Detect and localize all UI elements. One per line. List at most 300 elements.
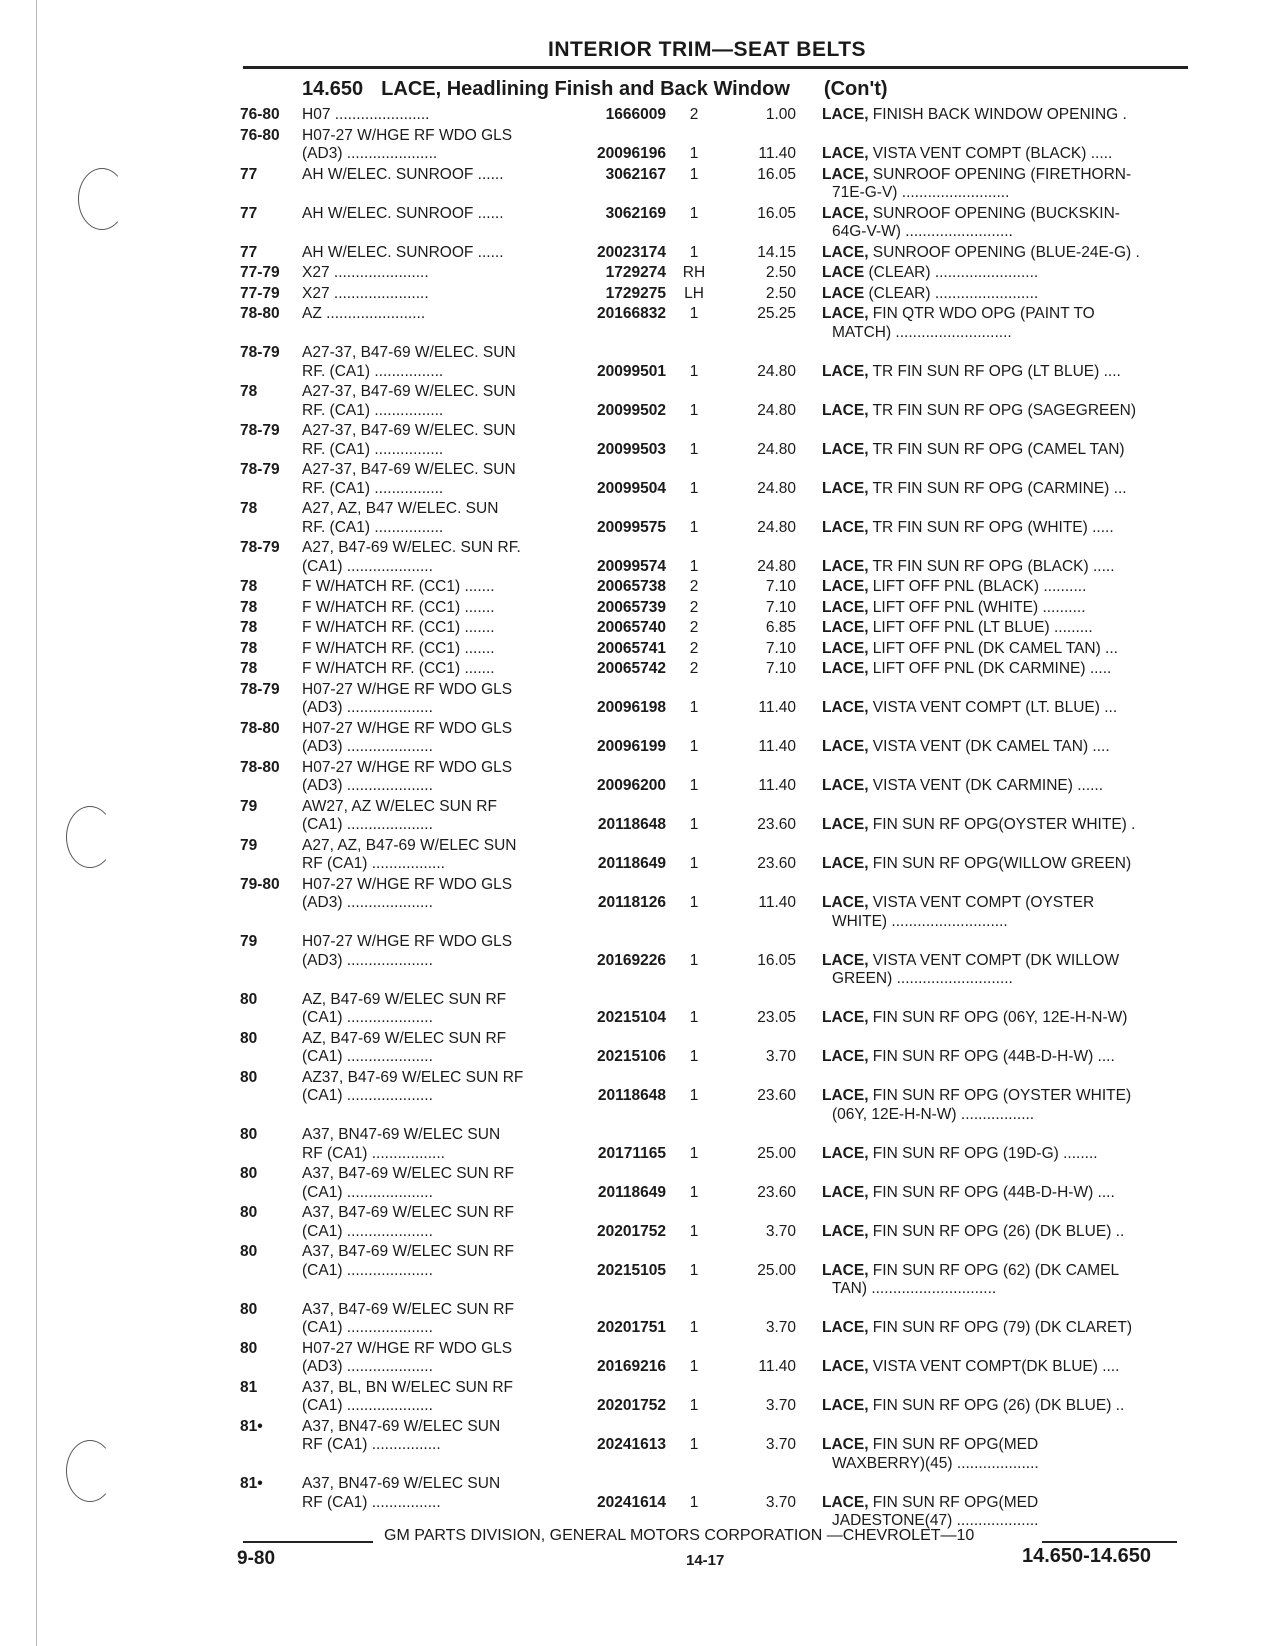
description-line — [822, 578, 1190, 597]
price: 23.60 — [757, 816, 796, 833]
description-keyword: LACE, — [822, 305, 869, 322]
description-line — [822, 738, 1190, 757]
description-keyword: LACE, — [822, 951, 869, 969]
part-row — [0, 660, 1280, 681]
description-keyword: LACE, — [822, 660, 869, 677]
part-row — [0, 1475, 1280, 1533]
description — [822, 402, 1190, 421]
description — [822, 166, 1190, 203]
application — [302, 798, 564, 835]
part-number: 20099575 — [597, 518, 666, 536]
part-row — [0, 1030, 1280, 1069]
quantity: 1 — [689, 518, 699, 536]
description-line — [822, 166, 1190, 185]
part-row — [0, 500, 1280, 539]
description-keyword: LACE, — [822, 816, 869, 833]
description-keyword: LACE, — [822, 1222, 869, 1240]
model-years: 80 — [240, 1339, 258, 1357]
description-keyword: LACE, — [822, 479, 869, 497]
description-keyword: LACE, — [822, 401, 869, 419]
description-text: VISTA VENT COMPT (OYSTER — [868, 894, 1095, 911]
description — [822, 1145, 1190, 1164]
price: 14.15 — [757, 243, 796, 261]
description-line — [822, 1494, 1190, 1513]
description — [822, 660, 1190, 679]
quantity: 1 — [689, 1144, 699, 1162]
description — [822, 244, 1190, 263]
description-text: JADESTONE(47) ................... — [832, 1512, 1039, 1529]
price: 3.70 — [765, 1222, 796, 1240]
description-line — [822, 480, 1190, 499]
description — [822, 699, 1190, 718]
application — [302, 640, 564, 659]
description — [822, 285, 1190, 304]
application-line: A37, BL, BN W/ELEC SUN RF — [302, 1378, 514, 1396]
price: 3.70 — [765, 1493, 796, 1511]
quantity: 1 — [689, 1222, 699, 1240]
part-row — [0, 933, 1280, 991]
quantity: 1 — [689, 1261, 699, 1279]
quantity: 1 — [689, 440, 699, 458]
description — [822, 640, 1190, 659]
quantity: 1 — [689, 1436, 699, 1453]
price: 11.40 — [758, 699, 796, 716]
application-line: RF (CA1) ................ — [302, 1436, 441, 1453]
quantity: 2 — [689, 660, 699, 677]
description-keyword: LACE — [822, 284, 865, 302]
part-number: 20118649 — [597, 1183, 666, 1201]
description-line — [822, 441, 1190, 460]
part-number: 20096199 — [597, 738, 666, 755]
price: 11.40 — [758, 777, 796, 794]
application — [302, 383, 564, 420]
description-keyword: LACE, — [822, 362, 869, 380]
description-line — [822, 244, 1190, 263]
description-text: FIN SUN RF OPG (OYSTER WHITE) — [868, 1087, 1132, 1104]
application — [302, 1165, 564, 1202]
price: 2.50 — [765, 284, 796, 302]
description — [822, 1009, 1190, 1028]
description — [822, 599, 1190, 618]
part-number: 20065740 — [597, 619, 666, 636]
price: 3.70 — [765, 1319, 796, 1336]
quantity: 1 — [689, 479, 699, 497]
application — [302, 1243, 564, 1280]
quantity: 2 — [689, 619, 699, 636]
description — [822, 305, 1190, 342]
description-text: FIN SUN RF OPG (44B-D-H-W) .... — [868, 1048, 1115, 1065]
description-text: TR FIN SUN RF OPG (SAGEGREEN) — [868, 401, 1137, 419]
application-line: F W/HATCH RF. (CC1) ....... — [302, 578, 495, 595]
description — [822, 855, 1190, 874]
description-text: FIN SUN RF OPG (06Y, 12E-H-N-W) — [868, 1009, 1128, 1026]
description-line — [822, 1009, 1190, 1028]
application-line: A27, B47-69 W/ELEC. SUN RF. — [302, 539, 521, 556]
part-number: 20166832 — [597, 305, 666, 322]
description-text: MATCH) ........................... — [832, 323, 1012, 341]
part-row — [0, 539, 1280, 578]
application-line: AZ, B47-69 W/ELEC SUN RF — [302, 990, 507, 1008]
description — [822, 145, 1190, 164]
price: 16.05 — [757, 165, 796, 183]
application — [302, 1126, 564, 1163]
description-text: TR FIN SUN RF OPG (WHITE) ..... — [868, 518, 1114, 536]
description-line — [822, 402, 1190, 421]
application-line: X27 ...................... — [302, 284, 429, 302]
application — [302, 285, 564, 304]
application-line: AZ, B47-69 W/ELEC SUN RF — [302, 1029, 507, 1047]
quantity: 1 — [689, 777, 699, 794]
price: 11.40 — [758, 738, 796, 755]
quantity: 1 — [689, 816, 699, 833]
application-line: A27-37, B47-69 W/ELEC. SUN — [302, 461, 516, 478]
model-years: 77-79 — [240, 264, 280, 281]
application — [302, 876, 564, 913]
description — [822, 1397, 1190, 1416]
description-keyword: LACE, — [822, 1436, 869, 1453]
model-years: 79 — [240, 933, 258, 950]
description-line — [822, 952, 1190, 971]
description-text: LIFT OFF PNL (BLACK) .......... — [868, 578, 1087, 595]
description-keyword: LACE, — [822, 578, 869, 595]
application-line: (CA1) .................... — [302, 1222, 433, 1240]
application-line: F W/HATCH RF. (CC1) ....... — [302, 598, 495, 616]
application-line: A37, BN47-69 W/ELEC SUN — [302, 1126, 501, 1143]
quantity: 1 — [689, 305, 699, 322]
application — [302, 461, 564, 498]
model-years: 80 — [240, 1243, 258, 1260]
description — [822, 205, 1190, 242]
description-line — [822, 1397, 1190, 1416]
application-line: A27, AZ, B47-69 W/ELEC SUN — [302, 836, 517, 854]
part-row — [0, 991, 1280, 1030]
price: 25.00 — [757, 1261, 796, 1279]
footer-section-range: 14.650-14.650 — [1022, 1545, 1152, 1567]
application-line: (AD3) ..................... — [302, 145, 438, 162]
description-line — [822, 205, 1190, 224]
description — [822, 363, 1190, 382]
part-number: 1729274 — [605, 264, 666, 281]
price: 2.50 — [765, 264, 796, 281]
application-line: H07-27 W/HGE RF WDO GLS — [302, 1339, 513, 1357]
application — [302, 1340, 564, 1377]
description-text: FIN SUN RF OPG(MED — [868, 1493, 1039, 1511]
application-line: (CA1) .................... — [302, 816, 433, 833]
description-line — [822, 285, 1190, 304]
part-number: 20118648 — [597, 816, 666, 833]
description-text: VISTA VENT (DK CARMINE) ...... — [868, 777, 1104, 794]
quantity: 1 — [689, 894, 699, 911]
application-line: H07-27 W/HGE RF WDO GLS — [302, 875, 513, 893]
description — [822, 1184, 1190, 1203]
description — [822, 441, 1190, 460]
description — [822, 952, 1190, 989]
part-number: 20215106 — [597, 1048, 666, 1065]
price: 7.10 — [765, 598, 796, 616]
price: 24.80 — [757, 479, 796, 497]
description-line — [822, 1455, 1190, 1474]
description-keyword: LACE — [822, 264, 865, 281]
price: 11.40 — [758, 894, 796, 911]
description — [822, 558, 1190, 577]
page-title: INTERIOR TRIM—SEAT BELTS — [548, 38, 867, 61]
part-row — [0, 1243, 1280, 1301]
description-text: FIN SUN RF OPG (44B-D-H-W) .... — [868, 1183, 1115, 1201]
part-row — [0, 837, 1280, 876]
description-keyword: LACE, — [822, 619, 869, 636]
price: 23.60 — [757, 1183, 796, 1201]
description — [822, 1494, 1190, 1531]
description-line — [822, 184, 1190, 203]
part-number: 20201752 — [597, 1222, 666, 1240]
price: 1.00 — [765, 106, 796, 123]
model-years: 78 — [240, 500, 258, 517]
part-row — [0, 127, 1280, 166]
description-text: VISTA VENT COMPT (BLACK) ..... — [868, 145, 1113, 162]
description-keyword: LACE, — [822, 1261, 869, 1279]
model-years: 78 — [240, 578, 258, 595]
quantity: 1 — [689, 243, 699, 261]
description-text: WAXBERRY)(45) ................... — [832, 1454, 1039, 1472]
part-row — [0, 1418, 1280, 1476]
application — [302, 759, 564, 796]
application-line: AH W/ELEC. SUNROOF ...... — [302, 204, 504, 222]
application — [302, 422, 564, 459]
description-text: (CLEAR) ........................ — [864, 264, 1039, 281]
description-text: TR FIN SUN RF OPG (BLACK) ..... — [868, 557, 1115, 575]
application-line: A27-37, B47-69 W/ELEC. SUN — [302, 344, 516, 361]
description-keyword: LACE, — [822, 1048, 869, 1065]
quantity: 1 — [689, 204, 699, 222]
application-line: H07-27 W/HGE RF WDO GLS — [302, 680, 513, 698]
model-years: 78-79 — [240, 539, 280, 556]
description-line — [822, 1262, 1190, 1281]
model-years: 81• — [240, 1417, 263, 1435]
description-keyword: LACE, — [822, 699, 869, 716]
description — [822, 1087, 1190, 1124]
application-line: AZ ....................... — [302, 305, 426, 322]
application — [302, 933, 564, 970]
description-text: VISTA VENT COMPT(DK BLUE) .... — [868, 1358, 1120, 1375]
application-line: (AD3) .................... — [302, 738, 433, 755]
description-keyword: LACE, — [822, 1397, 869, 1414]
application — [302, 681, 564, 718]
description-line — [822, 1280, 1190, 1299]
section-title-text: LACE, Headlining Finish and Back Window — [381, 78, 790, 100]
application-line: (AD3) .................... — [302, 951, 433, 969]
footer-rule-right — [1042, 1541, 1177, 1543]
quantity: 1 — [689, 699, 699, 716]
model-years: 81• — [240, 1475, 263, 1492]
quantity: 2 — [689, 578, 699, 595]
model-years: 76-80 — [240, 106, 280, 123]
description-text: VISTA VENT COMPT (LT. BLUE) ... — [868, 699, 1118, 716]
description-text: FIN SUN RF OPG (26) (DK BLUE) .. — [868, 1222, 1125, 1240]
price: 11.40 — [758, 145, 796, 162]
section-number: 14.650 — [302, 78, 364, 100]
application — [302, 991, 564, 1028]
description-line — [822, 619, 1190, 638]
part-number: 20169226 — [597, 951, 666, 969]
quantity: 1 — [689, 1048, 699, 1065]
price: 16.05 — [757, 951, 796, 969]
part-number: 20099574 — [597, 557, 666, 575]
part-number: 20099501 — [597, 362, 666, 380]
header-rule — [243, 66, 1188, 69]
application-line: RF. (CA1) ................ — [302, 362, 444, 380]
model-years: 77 — [240, 165, 258, 183]
part-row — [0, 876, 1280, 934]
description-keyword: LACE, — [822, 1358, 869, 1375]
description — [822, 894, 1190, 931]
quantity: 2 — [689, 598, 699, 616]
description-text: (CLEAR) ........................ — [864, 284, 1039, 302]
description-line — [822, 1145, 1190, 1164]
description-line — [822, 1087, 1190, 1106]
description-keyword: LACE, — [822, 1183, 869, 1201]
part-row — [0, 285, 1280, 306]
application-line: F W/HATCH RF. (CC1) ....... — [302, 660, 495, 677]
model-years: 76-80 — [240, 126, 280, 144]
description-line — [822, 855, 1190, 874]
application-line: A37, B47-69 W/ELEC SUN RF — [302, 1300, 514, 1318]
price: 3.70 — [765, 1397, 796, 1414]
quantity: 1 — [689, 1319, 699, 1336]
model-years: 80 — [240, 1165, 258, 1182]
description-text: LIFT OFF PNL (WHITE) .......... — [868, 598, 1086, 616]
part-number: 20065742 — [597, 660, 666, 677]
description-line — [822, 324, 1190, 343]
application-line: (AD3) .................... — [302, 1358, 433, 1375]
description-text: LIFT OFF PNL (DK CAMEL TAN) ... — [868, 639, 1118, 657]
price: 23.60 — [757, 1087, 796, 1104]
description-text: TR FIN SUN RF OPG (CARMINE) ... — [868, 479, 1127, 497]
description-keyword: LACE, — [822, 639, 869, 657]
description-text: FIN SUN RF OPG(WILLOW GREEN) — [868, 855, 1132, 872]
application-line: AH W/ELEC. SUNROOF ...... — [302, 165, 504, 183]
part-number: 20241614 — [597, 1493, 666, 1511]
application — [302, 205, 564, 224]
part-row — [0, 166, 1280, 205]
description-keyword: LACE, — [822, 243, 869, 261]
quantity: 1 — [689, 951, 699, 969]
description-keyword: LACE, — [822, 106, 869, 123]
part-row — [0, 1379, 1280, 1418]
description-keyword: LACE, — [822, 855, 869, 872]
model-years: 77 — [240, 243, 258, 261]
application-line: A27, AZ, B47 W/ELEC. SUN — [302, 500, 499, 517]
footer-page-number: 14-17 — [686, 1552, 725, 1569]
description-keyword: LACE, — [822, 440, 869, 458]
model-years: 78-79 — [240, 680, 280, 698]
application-line: A37, B47-69 W/ELEC SUN RF — [302, 1165, 514, 1182]
application-line: (CA1) .................... — [302, 1087, 433, 1104]
part-row — [0, 422, 1280, 461]
quantity: 1 — [689, 1358, 699, 1375]
description-text: VISTA VENT (DK CAMEL TAN) .... — [868, 738, 1110, 755]
application — [302, 1204, 564, 1241]
price: 11.40 — [758, 1358, 796, 1375]
description-text: GREEN) ........................... — [832, 970, 1013, 987]
application — [302, 1301, 564, 1338]
part-number: 20099504 — [597, 479, 666, 497]
model-years: 77 — [240, 204, 258, 222]
model-years: 80 — [240, 1029, 258, 1047]
application-line: (AD3) .................... — [302, 894, 433, 911]
application-line: A37, BN47-69 W/ELEC SUN — [302, 1417, 501, 1435]
part-number: 1729275 — [605, 284, 666, 302]
application-line: (CA1) .................... — [302, 1009, 433, 1026]
application-line: H07-27 W/HGE RF WDO GLS — [302, 933, 513, 950]
description-keyword: LACE, — [822, 518, 869, 536]
description-keyword: LACE, — [822, 1009, 869, 1026]
description-text: LIFT OFF PNL (LT BLUE) ......... — [868, 619, 1093, 636]
description-text: 64G-V-W) ......................... — [832, 223, 1013, 240]
application-line: H07-27 W/HGE RF WDO GLS — [302, 719, 513, 737]
description-text: FIN SUN RF OPG(OYSTER WHITE) . — [868, 816, 1136, 833]
description-text: FIN SUN RF OPG (26) (DK BLUE) .. — [868, 1397, 1125, 1414]
part-row — [0, 759, 1280, 798]
application — [302, 1418, 564, 1455]
application — [302, 166, 564, 185]
model-years: 78-80 — [240, 758, 280, 776]
part-row — [0, 798, 1280, 837]
description-line — [822, 1436, 1190, 1455]
description-line — [822, 305, 1190, 324]
description-text: LIFT OFF PNL (DK CARMINE) ..... — [868, 660, 1112, 677]
part-number: 20118648 — [597, 1087, 666, 1104]
description-keyword: LACE, — [822, 1493, 869, 1511]
description-line — [822, 223, 1190, 242]
part-number: 20171165 — [597, 1144, 666, 1162]
description-line — [822, 264, 1190, 283]
description-line — [822, 145, 1190, 164]
quantity: LH — [684, 284, 704, 302]
model-years: 80 — [240, 990, 258, 1008]
footer-date: 9-80 — [237, 1548, 276, 1569]
description-line — [822, 1223, 1190, 1242]
description-keyword: LACE, — [822, 1087, 869, 1104]
price: 24.80 — [757, 401, 796, 419]
description-line — [822, 1184, 1190, 1203]
price: 3.70 — [765, 1436, 796, 1453]
price: 3.70 — [765, 1048, 796, 1065]
application-line: (CA1) .................... — [302, 557, 433, 575]
quantity: RH — [682, 264, 706, 281]
description — [822, 619, 1190, 638]
price: 16.05 — [757, 204, 796, 222]
price: 24.80 — [757, 518, 796, 536]
part-row — [0, 1069, 1280, 1127]
part-number: 20215104 — [597, 1009, 666, 1026]
part-number: 3062167 — [605, 165, 666, 183]
description-line — [822, 777, 1190, 796]
description-keyword: LACE, — [822, 204, 869, 222]
application-line: (AD3) .................... — [302, 777, 433, 794]
part-row — [0, 599, 1280, 620]
quantity: 1 — [689, 557, 699, 575]
description-text: 71E-G-V) ......................... — [832, 184, 1010, 201]
description-line — [822, 1319, 1190, 1338]
model-years: 79 — [240, 836, 258, 854]
application-line: A37, B47-69 W/ELEC SUN RF — [302, 1243, 514, 1260]
part-row — [0, 619, 1280, 640]
part-row — [0, 640, 1280, 661]
quantity: 2 — [689, 106, 699, 123]
application-line: (CA1) .................... — [302, 1261, 433, 1279]
quantity: 1 — [689, 165, 699, 183]
description-text: WHITE) ........................... — [832, 912, 1008, 930]
